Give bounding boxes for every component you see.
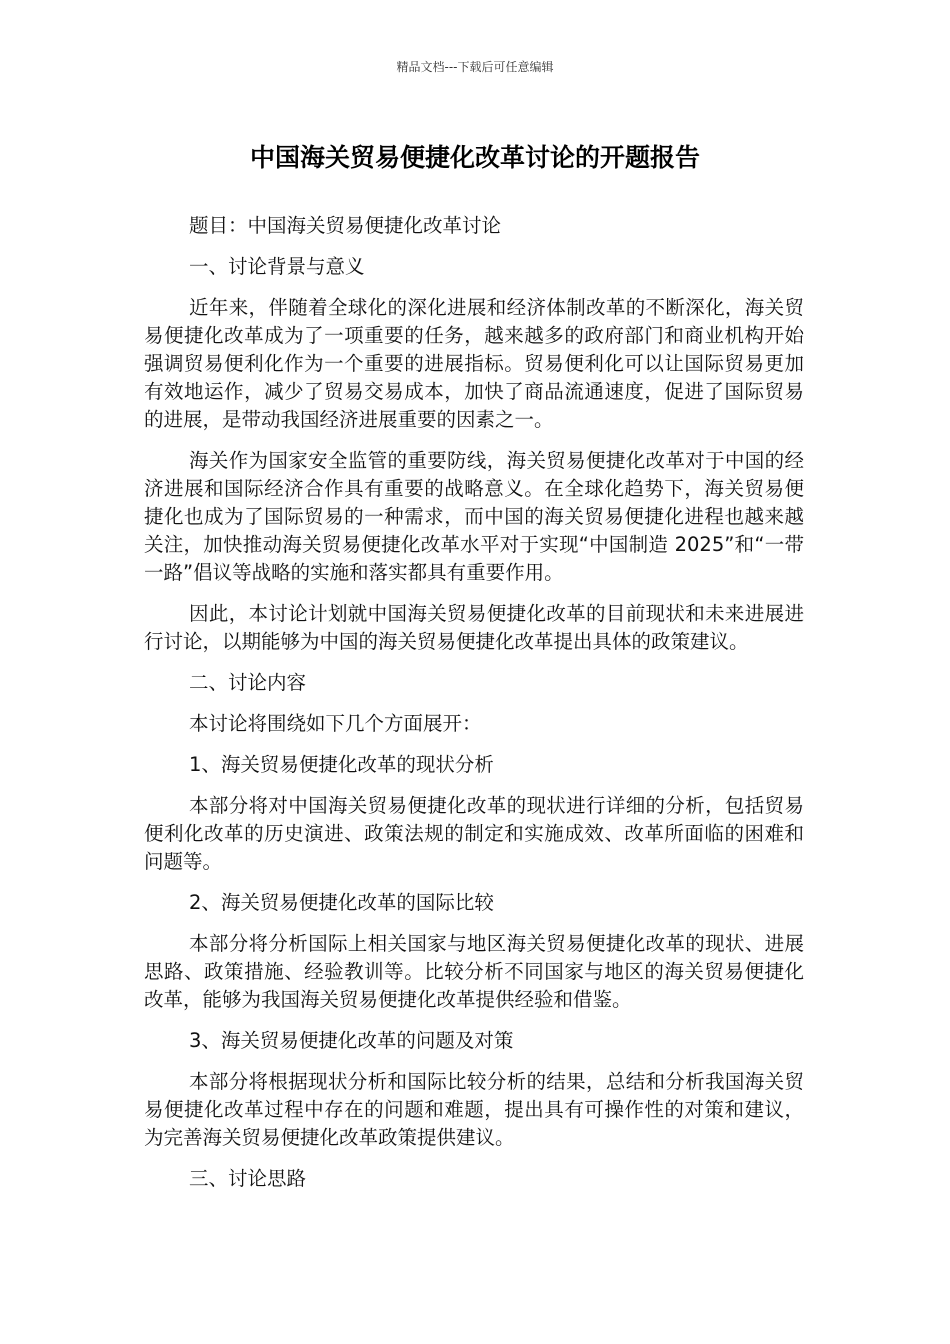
section-heading-content: 二、讨论内容 [189, 671, 307, 694]
paragraph-status-analysis: 本部分将对中国海关贸易便捷化改革的现状进行详细的分析，包括贸易便利化改革的历史演进、政策法规的制定和实施成效、改革所面临的困难和问题等。 [144, 794, 804, 873]
paragraph-background-3: 因此，本讨论计划就中国海关贸易便捷化改革的目前现状和未来进展进行讨论，以期能够为中国的海关贸易便捷化改革提出具体的政策建议。 [144, 602, 804, 653]
paragraph-content-intro: 本讨论将围绕如下几个方面展开： [189, 712, 482, 735]
paragraph-background-1: 近年来，伴随着全球化的深化进展和经济体制改革的不断深化，海关贸易便捷化改革成为了一项重要的任务，越来越多的政府部门和商业机构开始强调贸易便利化作为一个重要的进展指标。贸易便利化可以让国际贸易更加有效地运作，减少了贸易交易成本，加快了商品流通速度，促进了国际贸易的进展，是带动我国经济进展重要的因素之一。 [144, 296, 804, 431]
subheading-status-analysis: 1、海关贸易便捷化改革的现状分析 [189, 753, 494, 776]
document-title: 中国海关贸易便捷化改革讨论的开题报告 [249, 143, 700, 172]
document-body [144, 212, 804, 1206]
subheading-problems-countermeasures: 3、海关贸易便捷化改革的问题及对策 [189, 1029, 514, 1052]
topic-line: 题目：中国海关贸易便捷化改革讨论 [189, 214, 502, 237]
section-heading-approach: 三、讨论思路 [189, 1167, 307, 1190]
paragraph-background-2: 海关作为国家安全监管的重要防线，海关贸易便捷化改革对于中国的经济进展和国际经济合作具有重要的战略意义。在全球化趋势下，海关贸易便捷化也成为了国际贸易的一种需求，而中国的海关贸易便捷化进程也越来越关注，加快推动海关贸易便捷化改革水平对于实现“中国制造 2025”和“一带一路”倡议等战略的实施和落实都具有重要作用。 [144, 449, 804, 584]
subheading-international-comparison: 2、海关贸易便捷化改革的国际比较 [189, 891, 494, 914]
section-heading-background: 一、讨论背景与意义 [189, 255, 365, 278]
paragraph-problems-countermeasures: 本部分将根据现状分析和国际比较分析的结果，总结和分析我国海关贸易便捷化改革过程中存在的问题和难题，提出具有可操作性的对策和建议，为完善海关贸易便捷化改革政策提供建议。 [144, 1070, 804, 1149]
header-note: 精品文档---下载后可任意编辑 [396, 60, 554, 74]
paragraph-international-comparison: 本部分将分析国际上相关国家与地区海关贸易便捷化改革的现状、进展思路、政策措施、经验教训等。比较分析不同国家与地区的海关贸易便捷化改革，能够为我国海关贸易便捷化改革提供经验和借鉴。 [144, 932, 804, 1011]
